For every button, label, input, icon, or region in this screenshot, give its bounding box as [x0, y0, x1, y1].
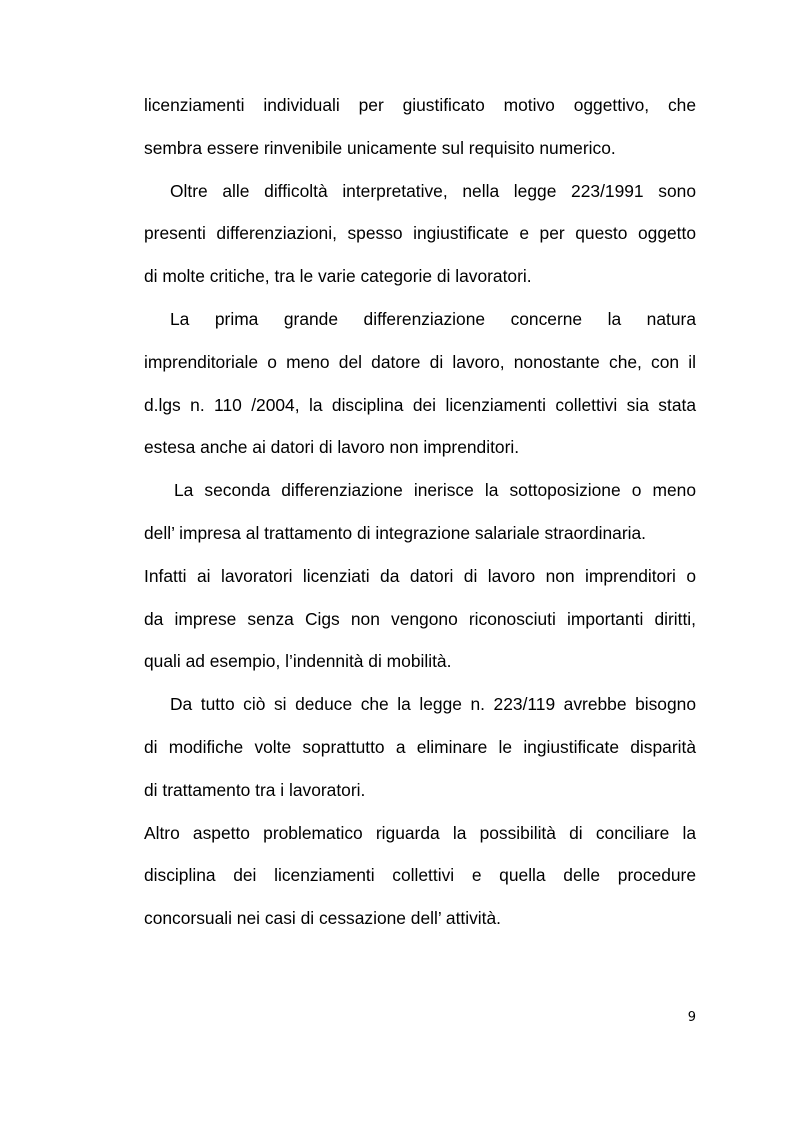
text-line: di molte critiche, tra le varie categorie di lavoratori.	[144, 266, 532, 287]
text-line: Da tutto ciò si deduce che la legge n. 223/119 avrebbe bisogno	[170, 694, 696, 715]
text-line: licenziamenti individuali per giustificato motivo oggettivo, che	[144, 95, 696, 115]
page-number: 9	[687, 1010, 696, 1025]
text-line: d.lgs n. 110 /2004, la disciplina dei licenziamenti collettivi sia stata	[144, 394, 696, 415]
text-line: disciplina dei licenziamenti collettivi e quella delle procedure	[144, 865, 696, 886]
body-text	[144, 90, 696, 946]
text-line: sembra essere rinvenibile unicamente sul requisito numerico.	[144, 137, 616, 158]
text-line: La seconda differenziazione inerisce la sottoposizione o meno	[174, 480, 696, 501]
text-line: La prima grande differenziazione concerne la natura	[170, 308, 696, 329]
text-line: presenti differenziazioni, spesso ingiustificate e per questo oggetto	[144, 223, 696, 244]
text-line: di modifiche volte soprattutto a eliminare le ingiustificate disparità	[144, 736, 696, 757]
text-line: dell’ impresa al trattamento di integrazione salariale straordinaria.	[144, 522, 647, 543]
text-line: concorsuali nei casi di cessazione dell’ attività.	[144, 908, 502, 929]
text-line: da imprese senza Cigs non vengono riconosciuti importanti diritti,	[144, 608, 696, 629]
text-line: di trattamento tra i lavoratori.	[144, 779, 366, 800]
text-line: estesa anche ai datori di lavoro non imprenditori.	[144, 437, 520, 458]
text-line: Infatti ai lavoratori licenziati da datori di lavoro non imprenditori o	[144, 565, 696, 586]
text-line: Altro aspetto problematico riguarda la possibilità di conciliare la	[144, 822, 696, 843]
text-line: quali ad esempio, l’indennità di mobilità.	[144, 651, 452, 672]
text-line: imprenditoriale o meno del datore di lavoro, nonostante che, con il	[144, 351, 696, 372]
text-line: Oltre alle difficoltà interpretative, nella legge 223/1991 sono	[170, 180, 696, 201]
